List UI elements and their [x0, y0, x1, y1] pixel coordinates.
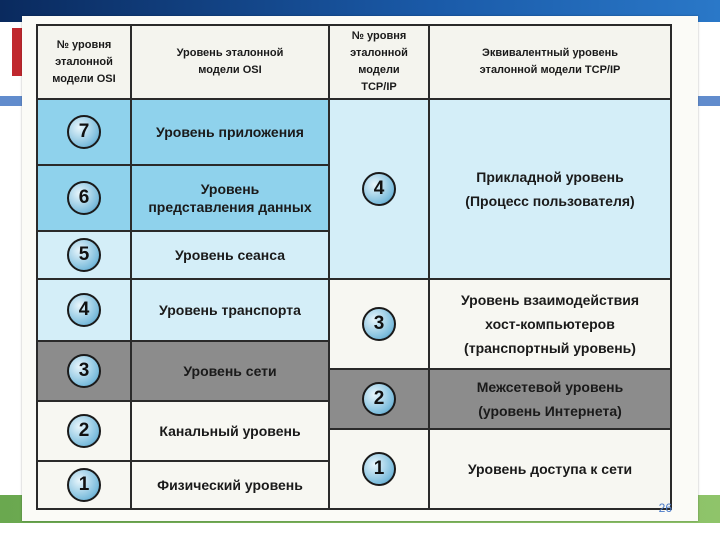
osi-number-cell-6 [36, 164, 132, 232]
tcp-level-line: (Процесс пользователя) [465, 193, 635, 209]
tcp-level-number-badge: 1 [362, 452, 396, 486]
osi-level-number-badge: 4 [67, 293, 101, 327]
tcp-level-number-badge: 2 [362, 382, 396, 416]
tcp-number-cell-1 [328, 428, 430, 510]
osi-level-number-badge: 1 [67, 468, 101, 502]
header-osi-level: Уровень эталонной модели OSI [130, 24, 330, 100]
osi-level-number-badge: 7 [67, 115, 101, 149]
osi-level-number-badge: 6 [67, 181, 101, 215]
osi-level-name: Уровень сети [130, 340, 330, 402]
osi-level-name: Канальный уровень [130, 400, 330, 462]
osi-level-number-badge: 5 [67, 238, 101, 272]
osi-number-cell-4 [36, 278, 132, 342]
tcp-level-line: Прикладной уровень [476, 169, 624, 185]
slide [22, 16, 698, 521]
header-tcp-equivalent: Эквивалентный уровень эталонной модели TCP/IP [428, 24, 672, 100]
osi-number-cell-7 [36, 98, 132, 166]
osi-number-cell-5 [36, 230, 132, 280]
osi-level-number-badge: 3 [67, 354, 101, 388]
page-number: 26 [658, 501, 672, 515]
header-osi-number: № уровня эталонной модели OSI [36, 24, 132, 100]
tcp-level-line: Уровень взаимодействия [460, 292, 640, 308]
tcp-number-cell-2 [328, 368, 430, 430]
osi-level-name: Уровень представления данных [130, 164, 330, 232]
osi-number-cell-3 [36, 340, 132, 402]
osi-level-name: Уровень транспорта [130, 278, 330, 342]
osi-level-number-badge: 2 [67, 414, 101, 448]
tcp-level-transport [428, 278, 672, 370]
tcp-number-cell-4 [328, 98, 430, 280]
tcp-level-number-badge: 4 [362, 172, 396, 206]
tcp-level-application [428, 98, 672, 280]
tcp-level-number-badge: 3 [362, 307, 396, 341]
tcp-level-line: хост-компьютеров [485, 316, 615, 332]
osi-level-name: Уровень приложения [130, 98, 330, 166]
osi-number-cell-2 [36, 400, 132, 462]
osi-level-name: Физический уровень [130, 460, 330, 510]
tcp-level-internet [428, 368, 672, 430]
tcp-level-network-access: Уровень доступа к сети [428, 428, 672, 510]
tcp-level-line: (транспортный уровень) [464, 340, 636, 356]
osi-level-name: Уровень сеанса [130, 230, 330, 280]
tcp-level-line: Межсетевой уровень [476, 379, 624, 395]
osi-number-cell-1 [36, 460, 132, 510]
osi-tcp-table [36, 24, 672, 510]
tcp-number-cell-3 [328, 278, 430, 370]
header-tcp-number: № уровня эталонной модели TCP/IP [328, 24, 430, 100]
tcp-level-line: (уровень Интернета) [478, 403, 622, 419]
